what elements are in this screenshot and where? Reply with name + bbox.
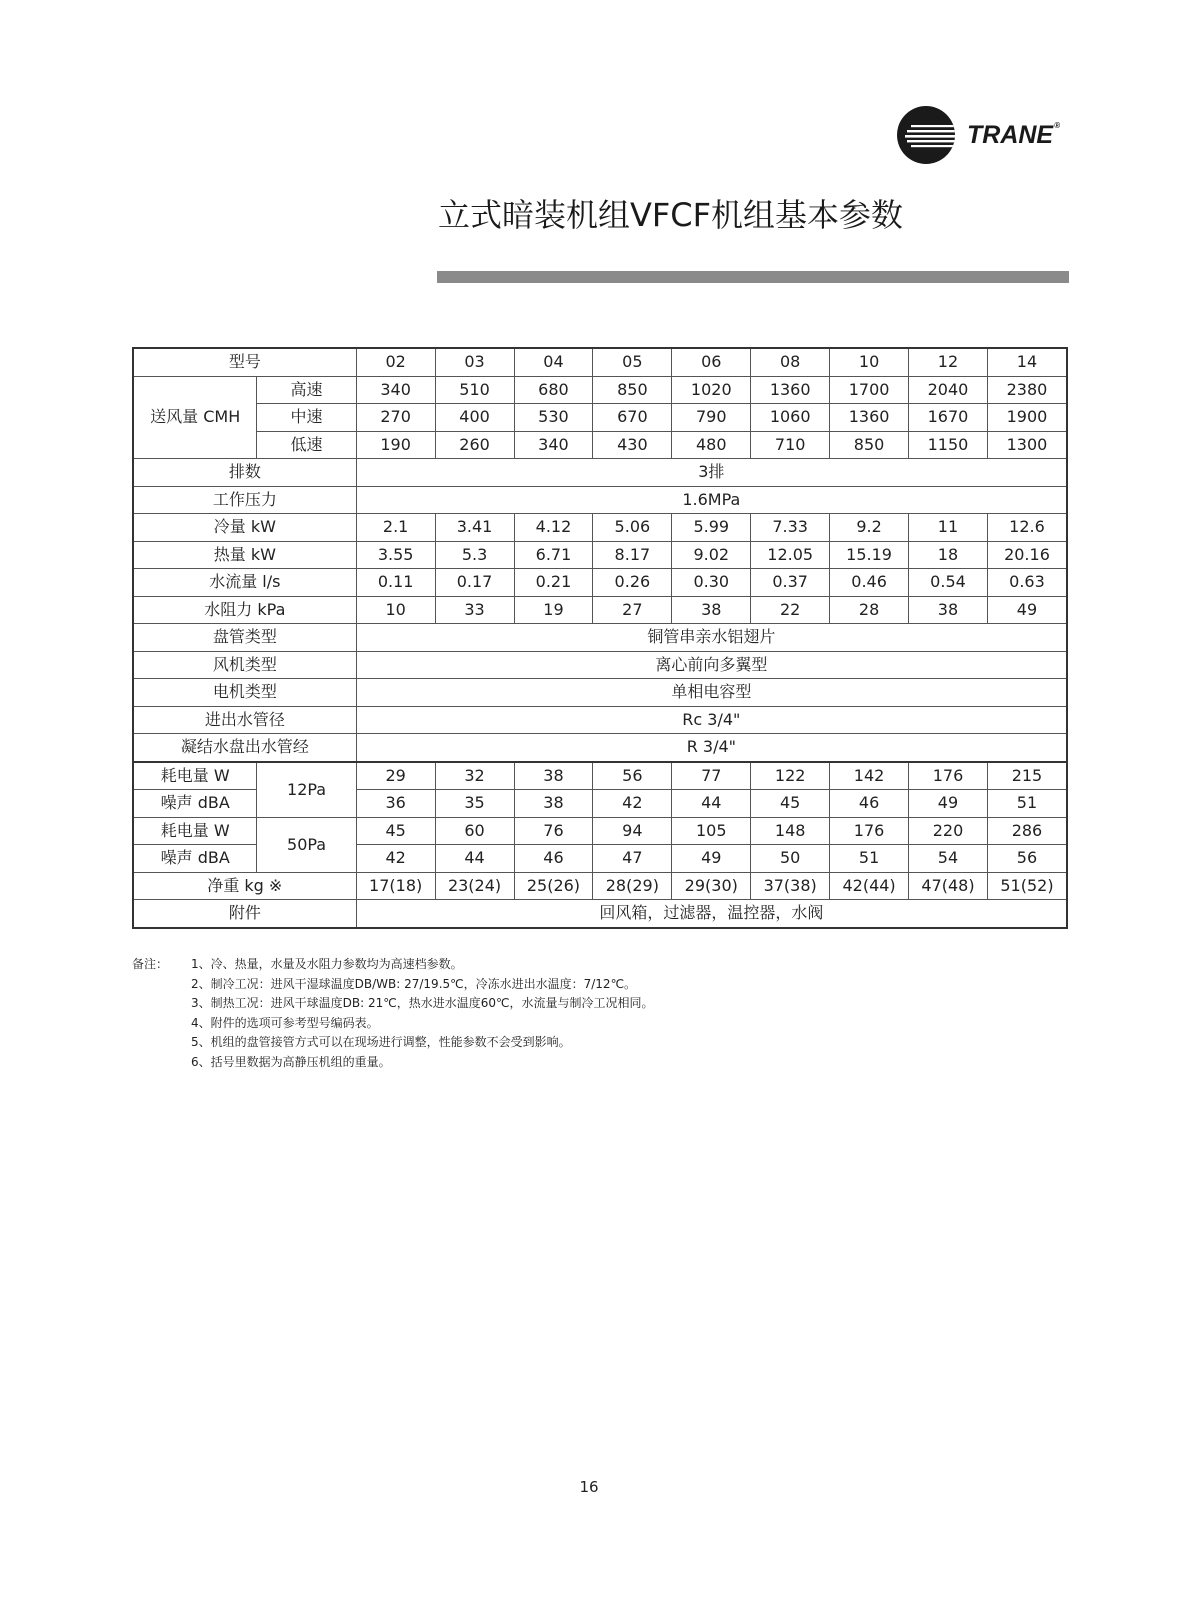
model-header-cell: 14 bbox=[987, 348, 1067, 376]
brand-logo bbox=[897, 106, 1060, 164]
fan-type-label-cell: 风机类型 bbox=[133, 651, 356, 679]
value-cell: 18 bbox=[909, 541, 988, 569]
water-flow-label-cell: 水流量 l/s bbox=[133, 569, 356, 597]
water-pipe-label-cell: 进出水管径 bbox=[133, 706, 356, 734]
value-cell: 94 bbox=[593, 817, 672, 845]
value-cell: 8.17 bbox=[593, 541, 672, 569]
value-cell: 44 bbox=[435, 845, 514, 873]
value-cell: 1360 bbox=[830, 404, 909, 432]
power-label-cell: 耗电量 W bbox=[133, 817, 257, 845]
value-cell: 510 bbox=[435, 376, 514, 404]
value-cell: 33 bbox=[435, 596, 514, 624]
value-cell: 38 bbox=[909, 596, 988, 624]
power-label-cell: 耗电量 W bbox=[133, 762, 257, 790]
note-item: 2、制冷工况：进风干湿球温度DB/WB: 27/19.5℃，冷冻水进出水温度：7/12℃。 bbox=[191, 976, 637, 991]
value-cell: 37(38) bbox=[751, 872, 830, 900]
heating-capacity-label-cell: 热量 kW bbox=[133, 541, 356, 569]
value-cell: 44 bbox=[672, 790, 751, 818]
coil-rows-row bbox=[133, 459, 1067, 487]
model-header-cell: 02 bbox=[356, 348, 435, 376]
model-header-cell: 05 bbox=[593, 348, 672, 376]
value-cell: 38 bbox=[514, 762, 593, 790]
drain-pipe-row bbox=[133, 734, 1067, 762]
value-cell: 20.16 bbox=[987, 541, 1067, 569]
drain-pipe-label-cell: 凝结水盘出水管经 bbox=[133, 734, 356, 762]
value-cell: 3.41 bbox=[435, 514, 514, 542]
water-pipe-value-cell: Rc 3/4" bbox=[356, 706, 1067, 734]
cooling-capacity-label-cell: 冷量 kW bbox=[133, 514, 356, 542]
value-cell: 5.06 bbox=[593, 514, 672, 542]
net-weight-row bbox=[133, 872, 1067, 900]
model-label-cell: 型号 bbox=[133, 348, 356, 376]
value-cell: 0.11 bbox=[356, 569, 435, 597]
note-item: 3、制热工况：进风干球温度DB: 21℃，热水进水温度60℃，水流量与制冷工况相同。 bbox=[191, 996, 654, 1010]
value-cell: 15.19 bbox=[830, 541, 909, 569]
speed-label-cell: 高速 bbox=[257, 376, 356, 404]
notes-list bbox=[191, 955, 653, 1072]
value-cell: 22 bbox=[751, 596, 830, 624]
model-header-cell: 04 bbox=[514, 348, 593, 376]
value-cell: 0.46 bbox=[830, 569, 909, 597]
coil-type-label-cell: 盘管类型 bbox=[133, 624, 356, 652]
motor-type-value-cell: 单相电容型 bbox=[356, 679, 1067, 707]
value-cell: 42 bbox=[356, 845, 435, 873]
water-flow-row bbox=[133, 569, 1067, 597]
water-pipe-row bbox=[133, 706, 1067, 734]
working-pressure-label-cell: 工作压力 bbox=[133, 486, 356, 514]
value-cell: 270 bbox=[356, 404, 435, 432]
note-item: 4、附件的选项可参考型号编码表。 bbox=[191, 1015, 379, 1030]
net-weight-label-cell: 净重 kg ※ bbox=[133, 872, 356, 900]
noise-label-cell: 噪声 dBA bbox=[133, 845, 257, 873]
coil-rows-label-cell: 排数 bbox=[133, 459, 356, 487]
value-cell: 38 bbox=[514, 790, 593, 818]
note-item: 5、机组的盘管接管方式可以在现场进行调整，性能参数不会受到影响。 bbox=[191, 1035, 571, 1049]
value-cell: 1900 bbox=[987, 404, 1067, 432]
value-cell: 530 bbox=[514, 404, 593, 432]
value-cell: 0.17 bbox=[435, 569, 514, 597]
value-cell: 51(52) bbox=[987, 872, 1067, 900]
value-cell: 1700 bbox=[830, 376, 909, 404]
value-cell: 850 bbox=[830, 431, 909, 459]
value-cell: 176 bbox=[909, 762, 988, 790]
motor-type-label-cell: 电机类型 bbox=[133, 679, 356, 707]
coil-type-row bbox=[133, 624, 1067, 652]
value-cell: 6.71 bbox=[514, 541, 593, 569]
value-cell: 46 bbox=[514, 845, 593, 873]
value-cell: 2.1 bbox=[356, 514, 435, 542]
airflow-label-cell: 送风量 CMH bbox=[133, 376, 257, 459]
water-resistance-row bbox=[133, 596, 1067, 624]
value-cell: 0.54 bbox=[909, 569, 988, 597]
spec-table bbox=[132, 347, 1068, 929]
value-cell: 340 bbox=[356, 376, 435, 404]
value-cell: 4.12 bbox=[514, 514, 593, 542]
value-cell: 49 bbox=[909, 790, 988, 818]
value-cell: 25(26) bbox=[514, 872, 593, 900]
value-cell: 54 bbox=[909, 845, 988, 873]
value-cell: 19 bbox=[514, 596, 593, 624]
value-cell: 56 bbox=[593, 762, 672, 790]
value-cell: 480 bbox=[672, 431, 751, 459]
model-header-cell: 03 bbox=[435, 348, 514, 376]
value-cell: 1360 bbox=[751, 376, 830, 404]
value-cell: 35 bbox=[435, 790, 514, 818]
model-header-cell: 12 bbox=[909, 348, 988, 376]
value-cell: 56 bbox=[987, 845, 1067, 873]
coil-rows-value-cell: 3排 bbox=[356, 459, 1067, 487]
value-cell: 17(18) bbox=[356, 872, 435, 900]
static-50pa-power-row bbox=[133, 817, 1067, 845]
value-cell: 12.05 bbox=[751, 541, 830, 569]
trane-globe-icon bbox=[897, 106, 955, 164]
value-cell: 790 bbox=[672, 404, 751, 432]
value-cell: 28(29) bbox=[593, 872, 672, 900]
brand-name: TRANE® bbox=[967, 120, 1061, 149]
drain-pipe-value-cell: R 3/4" bbox=[356, 734, 1067, 762]
fan-type-row bbox=[133, 651, 1067, 679]
value-cell: 29(30) bbox=[672, 872, 751, 900]
value-cell: 12.6 bbox=[987, 514, 1067, 542]
registered-mark: ® bbox=[1054, 120, 1061, 130]
airflow-row bbox=[133, 404, 1067, 432]
value-cell: 60 bbox=[435, 817, 514, 845]
value-cell: 23(24) bbox=[435, 872, 514, 900]
value-cell: 3.55 bbox=[356, 541, 435, 569]
accessories-row bbox=[133, 900, 1067, 928]
static-12pa-power-row bbox=[133, 762, 1067, 790]
static-pressure-cell: 12Pa bbox=[257, 762, 356, 818]
value-cell: 38 bbox=[672, 596, 751, 624]
value-cell: 51 bbox=[830, 845, 909, 873]
value-cell: 105 bbox=[672, 817, 751, 845]
value-cell: 47 bbox=[593, 845, 672, 873]
value-cell: 1300 bbox=[987, 431, 1067, 459]
speed-label-cell: 低速 bbox=[257, 431, 356, 459]
value-cell: 28 bbox=[830, 596, 909, 624]
notes-label: 备注： bbox=[132, 957, 169, 971]
value-cell: 122 bbox=[751, 762, 830, 790]
value-cell: 27 bbox=[593, 596, 672, 624]
value-cell: 176 bbox=[830, 817, 909, 845]
value-cell: 670 bbox=[593, 404, 672, 432]
value-cell: 11 bbox=[909, 514, 988, 542]
heating-capacity-row bbox=[133, 541, 1067, 569]
value-cell: 1020 bbox=[672, 376, 751, 404]
value-cell: 7.33 bbox=[751, 514, 830, 542]
value-cell: 0.30 bbox=[672, 569, 751, 597]
value-cell: 2380 bbox=[987, 376, 1067, 404]
value-cell: 215 bbox=[987, 762, 1067, 790]
value-cell: 430 bbox=[593, 431, 672, 459]
page-title: 立式暗装机组VFCF机组基本参数 bbox=[438, 196, 904, 234]
value-cell: 9.2 bbox=[830, 514, 909, 542]
water-resistance-label-cell: 水阻力 kPa bbox=[133, 596, 356, 624]
value-cell: 42 bbox=[593, 790, 672, 818]
airflow-row bbox=[133, 431, 1067, 459]
value-cell: 5.99 bbox=[672, 514, 751, 542]
value-cell: 680 bbox=[514, 376, 593, 404]
value-cell: 148 bbox=[751, 817, 830, 845]
airflow-row bbox=[133, 376, 1067, 404]
value-cell: 340 bbox=[514, 431, 593, 459]
noise-label-cell: 噪声 dBA bbox=[133, 790, 257, 818]
motor-type-row bbox=[133, 679, 1067, 707]
value-cell: 36 bbox=[356, 790, 435, 818]
value-cell: 49 bbox=[672, 845, 751, 873]
coil-type-value-cell: 铜管串亲水铝翅片 bbox=[356, 624, 1067, 652]
title-underline-bar bbox=[437, 271, 1069, 283]
value-cell: 1670 bbox=[909, 404, 988, 432]
value-cell: 42(44) bbox=[830, 872, 909, 900]
value-cell: 10 bbox=[356, 596, 435, 624]
accessories-label-cell: 附件 bbox=[133, 900, 356, 928]
value-cell: 220 bbox=[909, 817, 988, 845]
value-cell: 0.21 bbox=[514, 569, 593, 597]
value-cell: 0.37 bbox=[751, 569, 830, 597]
working-pressure-value-cell: 1.6MPa bbox=[356, 486, 1067, 514]
value-cell: 1060 bbox=[751, 404, 830, 432]
value-cell: 47(48) bbox=[909, 872, 988, 900]
value-cell: 46 bbox=[830, 790, 909, 818]
model-header-cell: 08 bbox=[751, 348, 830, 376]
value-cell: 710 bbox=[751, 431, 830, 459]
note-item: 6、括号里数据为高静压机组的重量。 bbox=[191, 1054, 391, 1069]
value-cell: 76 bbox=[514, 817, 593, 845]
value-cell: 5.3 bbox=[435, 541, 514, 569]
value-cell: 50 bbox=[751, 845, 830, 873]
speed-label-cell: 中速 bbox=[257, 404, 356, 432]
value-cell: 2040 bbox=[909, 376, 988, 404]
note-item: 1、冷、热量，水量及水阻力参数均为高速档参数。 bbox=[191, 957, 463, 971]
accessories-value-cell: 回风箱，过滤器，温控器，水阀 bbox=[356, 900, 1067, 928]
value-cell: 0.63 bbox=[987, 569, 1067, 597]
value-cell: 142 bbox=[830, 762, 909, 790]
working-pressure-row bbox=[133, 486, 1067, 514]
value-cell: 49 bbox=[987, 596, 1067, 624]
value-cell: 32 bbox=[435, 762, 514, 790]
value-cell: 9.02 bbox=[672, 541, 751, 569]
model-header-cell: 10 bbox=[830, 348, 909, 376]
value-cell: 286 bbox=[987, 817, 1067, 845]
value-cell: 77 bbox=[672, 762, 751, 790]
value-cell: 260 bbox=[435, 431, 514, 459]
header-row bbox=[133, 348, 1067, 376]
fan-type-value-cell: 离心前向多翼型 bbox=[356, 651, 1067, 679]
value-cell: 0.26 bbox=[593, 569, 672, 597]
model-header-cell: 06 bbox=[672, 348, 751, 376]
value-cell: 1150 bbox=[909, 431, 988, 459]
value-cell: 850 bbox=[593, 376, 672, 404]
page-number: 16 bbox=[579, 1478, 599, 1496]
value-cell: 400 bbox=[435, 404, 514, 432]
value-cell: 190 bbox=[356, 431, 435, 459]
static-pressure-cell: 50Pa bbox=[257, 817, 356, 872]
value-cell: 29 bbox=[356, 762, 435, 790]
value-cell: 45 bbox=[356, 817, 435, 845]
cooling-capacity-row bbox=[133, 514, 1067, 542]
value-cell: 51 bbox=[987, 790, 1067, 818]
value-cell: 45 bbox=[751, 790, 830, 818]
